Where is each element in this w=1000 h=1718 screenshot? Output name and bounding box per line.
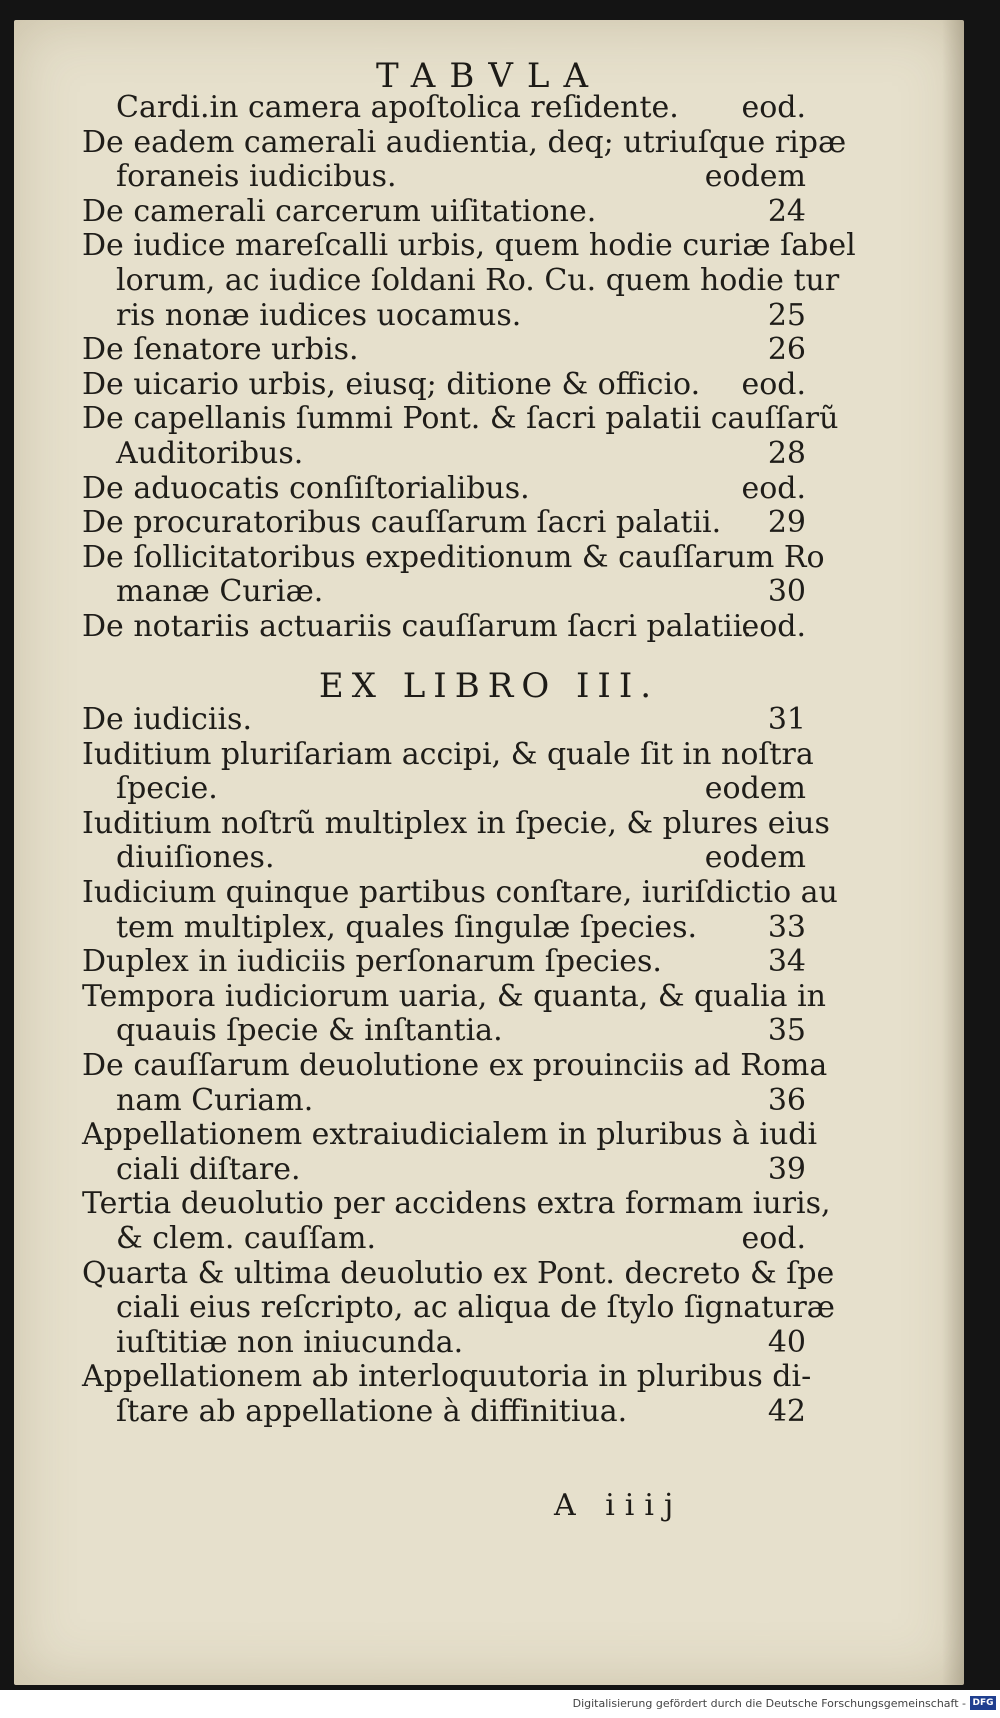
book-page: [14, 20, 964, 1685]
dfg-logo-icon: DFG: [970, 1696, 996, 1710]
entry-text-line: De procuratoribus cauſſarum ſacri palatii.: [82, 505, 722, 541]
page-heading: TABVLA: [375, 56, 603, 96]
entry-text-line: diuiſiones.: [116, 840, 275, 876]
entry-text-line: De cauſſarum deuolutione ex prouinciis ad Roma: [82, 1048, 828, 1083]
entry-page-ref: 35: [767, 1013, 806, 1049]
entry-text-line: Duplex in iudiciis perſonarum ſpecies.: [82, 944, 662, 980]
entry-text-line: De eadem camerali audientia, deq; utriuſque ripæ: [82, 124, 847, 160]
entry-text-line: De ſenatore urbis.: [82, 332, 359, 368]
entry-text-line: Iuditium noſtrũ multiplex in ſpecie, & plures eius: [82, 805, 830, 841]
entry-page-ref: eod.: [741, 609, 806, 644]
entry-text-line: Auditoribus.: [116, 436, 304, 471]
entry-text-line: quauis ſpecie & inſtantia.: [116, 1013, 503, 1049]
entry-text-line: De aduocatis conſiſtorialibus.: [82, 470, 530, 506]
entry-page-ref: 36: [767, 1082, 806, 1118]
entry-page-ref: eod.: [741, 1221, 806, 1256]
entry-text-line: lorum, ac iudice ſoldani Ro. Cu. quem hodie tur: [116, 263, 840, 298]
entry-text-line: De camerali carcerum uiſitatione.: [82, 193, 597, 229]
entry-text-line: De iudiciis.: [82, 702, 252, 737]
entry-page-ref: eodem: [704, 159, 806, 195]
entry-text-line: iuſtitiæ non iniucunda.: [116, 1324, 464, 1360]
entry-text-line: ris nonæ iudices uocamus.: [116, 297, 522, 333]
entry-text-line: tem multiplex, quales ſingulæ ſpecies.: [116, 909, 698, 945]
entry-text-line: Iuditium pluriſariam accipi, & quale ſit in noſtra: [82, 736, 814, 772]
entry-page-ref: 39: [767, 1151, 806, 1187]
section-heading: EX LIBRO III.: [318, 666, 660, 706]
entry-page-ref: 30: [767, 574, 806, 610]
entry-page-ref: 34: [767, 944, 806, 980]
entry-page-ref: eodem: [704, 840, 806, 876]
entry-page-ref: eodem: [704, 771, 806, 807]
entry-page-ref: 26: [767, 332, 806, 368]
entry-text-line: & clem. cauſſam.: [116, 1221, 376, 1256]
entry-page-ref: 31: [767, 702, 806, 737]
entry-text-line: De capellanis ſummi Pont. & ſacri palatii cauſſarũ: [82, 401, 839, 437]
entry-text-line: Quarta & ultima deuolutio ex Pont. decreto & ſpe: [82, 1255, 835, 1291]
entry-text-line: Cardi.in camera apoſtolica reſidente.: [116, 90, 679, 125]
entry-text-line: nam Curiam.: [116, 1082, 314, 1118]
entry-text-line: Appellationem ab interloquutoria in pluribus di-: [82, 1359, 812, 1395]
entry-text-line: ſpecie.: [116, 771, 218, 807]
entry-page-ref: 42: [767, 1394, 806, 1429]
entry-page-ref: eod.: [741, 90, 806, 125]
entry-text-line: ciali diſtare.: [116, 1151, 301, 1187]
entry-text-line: De iudice mareſcalli urbis, quem hodie curiæ ſabel: [82, 228, 856, 264]
entry-page-ref: 28: [767, 436, 806, 471]
entry-text-line: De uicario urbis, eiusq; ditione & officio.: [82, 366, 701, 402]
entry-text-line: ciali eius reſcripto, ac aliqua de ſtylo ſignaturæ: [116, 1290, 836, 1326]
entry-text-line: foraneis iudicibus.: [116, 159, 397, 195]
entry-page-ref: 33: [767, 909, 806, 945]
footer-bar: [0, 1690, 1000, 1718]
entry-page-ref: 40: [767, 1324, 806, 1360]
entry-text-line: De notariis actuariis cauſſarum ſacri palatii.: [82, 609, 752, 644]
entry-text-line: ſtare ab appellatione à diffinitiua.: [116, 1394, 628, 1429]
entry-text-line: Tertia deuolutio per accidens extra formam iuris,: [82, 1186, 831, 1222]
entry-page-ref: 24: [767, 193, 806, 229]
entry-text-line: Appellationem extraiudicialem in pluribus à iudi: [82, 1117, 818, 1153]
entry-page-ref: eod.: [741, 470, 806, 506]
footer-credit: Digitalisierung gefördert durch die Deutsche Forschungsgemeinschaft -: [572, 1697, 966, 1710]
entry-page-ref: eod.: [741, 366, 806, 402]
entry-page-ref: 29: [767, 505, 806, 541]
entry-text-line: Tempora iudiciorum uaria, & quanta, & qualia in: [82, 978, 826, 1014]
entry-text-line: manæ Curiæ.: [116, 574, 324, 610]
signature-mark: A iiij: [554, 1488, 684, 1523]
entry-page-ref: 25: [767, 297, 806, 333]
entry-text-line: De ſollicitatoribus expeditionum & cauſſarum Ro: [82, 539, 825, 575]
entry-text-line: Iudicium quinque partibus conſtare, iuriſdictio au: [82, 875, 838, 910]
